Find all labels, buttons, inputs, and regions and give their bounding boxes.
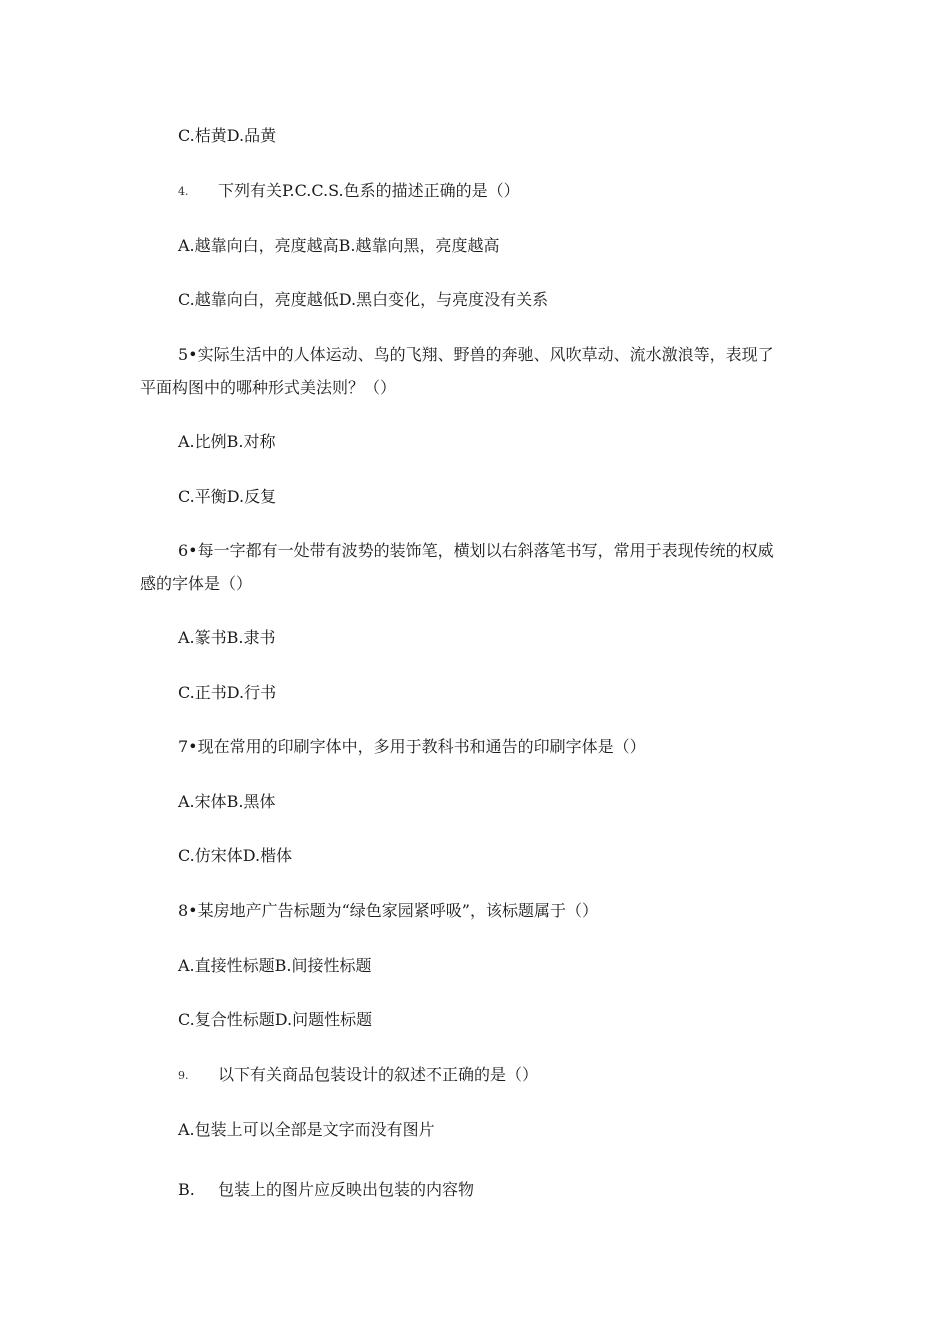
- option-letter: B.: [178, 1180, 195, 1199]
- question-text: 7•现在常用的印刷字体中，多用于教科书和通告的印刷字体是（）: [178, 737, 646, 756]
- option-line: A.篆书B.隶书: [178, 628, 276, 647]
- question-text: 以下有关商品包装设计的叙述不正确的是（）: [218, 1065, 539, 1084]
- option-line: C.平衡D.反复: [178, 487, 277, 506]
- option-text: 包装上的图片应反映出包装的内容物: [218, 1180, 475, 1199]
- question-text: 下列有关P.C.C.S.色系的描述正确的是（）: [218, 181, 520, 200]
- question-text: 6•每一字都有一处带有波势的装饰笔，横划以右斜落笔书写，常用于表现传统的权威: [178, 541, 774, 560]
- question-number: 4.: [178, 185, 189, 198]
- option-line: A.比例B.对称: [178, 432, 276, 451]
- option-line: C.桔黄D.品黄: [178, 126, 277, 145]
- option-line: C.正书D.行书: [178, 683, 277, 702]
- option-line: A.包装上可以全部是文字而没有图片: [178, 1120, 435, 1139]
- question-text: 8•某房地产广告标题为“绿色家园紧呼吸”，该标题属于（）: [178, 901, 598, 920]
- option-line: C.越靠向白，亮度越低D.黑白变化，与亮度没有关系: [178, 290, 549, 309]
- option-line: C.仿宋体D.楷体: [178, 846, 293, 865]
- option-line: A.越靠向白，亮度越高B.越靠向黑，亮度越高: [178, 236, 500, 255]
- option-line: C.复合性标题D.问题性标题: [178, 1010, 373, 1029]
- question-text-continued: 感的字体是（）: [140, 574, 253, 593]
- question-text: 5•实际生活中的人体运动、鸟的飞翔、野兽的奔驰、风吹草动、流水激浪等，表现了: [178, 345, 774, 364]
- question-number: 9.: [178, 1069, 189, 1082]
- option-line: A.直接性标题B.间接性标题: [178, 956, 372, 975]
- option-line: A.宋体B.黑体: [178, 792, 276, 811]
- question-text-continued: 平面构图中的哪种形式美法则？（）: [140, 378, 397, 397]
